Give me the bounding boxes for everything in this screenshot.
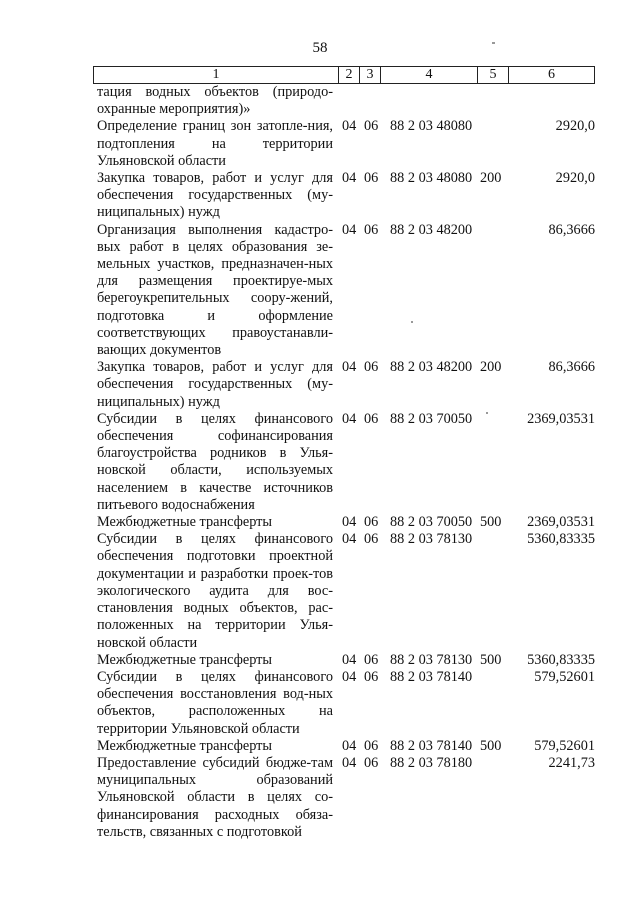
scan-speck bbox=[486, 412, 488, 414]
row-target-code: 88 2 03 78130 bbox=[390, 651, 473, 668]
row-subsection: 06 bbox=[364, 737, 379, 754]
row-subsection: 06 bbox=[364, 359, 379, 376]
table-row bbox=[0, 170, 640, 222]
row-expense-type: 200 bbox=[480, 359, 502, 376]
row-expense-type: 500 bbox=[480, 651, 502, 668]
row-section: 04 bbox=[342, 754, 357, 771]
row-description: Субсидии в целях финансового обеспечения подготовки проектной документации и разработки проек-тов экологического аудита для вос-становления водных объектов, рас-положенных на территории Улья-новской области bbox=[97, 531, 333, 651]
row-target-code: 88 2 03 70050 bbox=[390, 514, 473, 531]
row-subsection: 06 bbox=[364, 514, 379, 531]
row-section: 04 bbox=[342, 221, 357, 238]
table-row bbox=[0, 755, 640, 841]
row-target-code: 88 2 03 78180 bbox=[390, 754, 473, 771]
row-section: 04 bbox=[342, 668, 357, 685]
row-subsection: 06 bbox=[364, 410, 379, 427]
scan-speck bbox=[411, 321, 413, 323]
row-description: Закупка товаров, работ и услуг для обеспечения государственных (му-ниципальных) нужд bbox=[97, 359, 333, 410]
row-description: Организация выполнения кадастро-вых работ в целях образования зе-мельных участков, предназначен-ных для размещения проектируе-мых берегоукрепительных соору-жений, подготовка и оформление соответствующих правоустанавли-вающих документов bbox=[97, 221, 333, 359]
column-header-5: 5 bbox=[478, 67, 509, 84]
row-amount: 86,3666 bbox=[548, 221, 595, 238]
row-target-code: 88 2 03 78140 bbox=[390, 737, 473, 754]
table-row bbox=[0, 514, 640, 531]
row-description: Предоставление субсидий бюдже-там муниципальных образований Ульяновской области в целях со-финансирования расходных обяза-тельств, связанных с подготовкой bbox=[97, 754, 333, 840]
row-section: 04 bbox=[342, 359, 357, 376]
row-amount: 5360,83335 bbox=[527, 651, 595, 668]
table-row bbox=[0, 738, 640, 755]
row-section: 04 bbox=[342, 410, 357, 427]
row-section: 04 bbox=[342, 118, 357, 135]
column-header-4: 4 bbox=[381, 67, 478, 84]
row-section: 04 bbox=[342, 170, 357, 187]
scan-speck bbox=[492, 42, 495, 44]
table-body bbox=[0, 84, 640, 841]
column-header-2: 2 bbox=[339, 67, 360, 84]
row-target-code: 88 2 03 78140 bbox=[390, 668, 473, 685]
row-subsection: 06 bbox=[364, 170, 379, 187]
row-description: Закупка товаров, работ и услуг для обеспечения государственных (му-ниципальных) нужд bbox=[97, 170, 333, 221]
row-target-code: 88 2 03 48080 bbox=[390, 118, 473, 135]
row-amount: 579,52601 bbox=[534, 668, 595, 685]
row-amount: 2920,0 bbox=[555, 170, 595, 187]
table-row bbox=[0, 359, 640, 411]
row-subsection: 06 bbox=[364, 754, 379, 771]
row-target-code: 88 2 03 70050 bbox=[390, 410, 473, 427]
row-amount: 86,3666 bbox=[548, 359, 595, 376]
column-header-1: 1 bbox=[94, 67, 339, 84]
column-header-row bbox=[93, 66, 595, 84]
row-expense-type: 500 bbox=[480, 737, 502, 754]
row-subsection: 06 bbox=[364, 531, 379, 548]
row-description: Субсидии в целях финансового обеспечения восстановления вод-ных объектов, расположенных на территории Ульяновской области bbox=[97, 668, 333, 737]
row-description: Межбюджетные трансферты bbox=[97, 651, 273, 668]
table-row bbox=[0, 222, 640, 360]
row-description: Межбюджетные трансферты bbox=[97, 514, 273, 531]
row-target-code: 88 2 03 48200 bbox=[390, 359, 473, 376]
table-row bbox=[0, 669, 640, 738]
column-header-6: 6 bbox=[509, 67, 595, 84]
row-expense-type: 200 bbox=[480, 170, 502, 187]
row-amount: 2241,73 bbox=[548, 754, 595, 771]
row-section: 04 bbox=[342, 514, 357, 531]
table-row bbox=[0, 652, 640, 669]
row-section: 04 bbox=[342, 737, 357, 754]
row-section: 04 bbox=[342, 651, 357, 668]
row-subsection: 06 bbox=[364, 651, 379, 668]
table-row bbox=[0, 531, 640, 651]
row-amount: 5360,83335 bbox=[527, 531, 595, 548]
row-target-code: 88 2 03 48200 bbox=[390, 221, 473, 238]
row-subsection: 06 bbox=[364, 118, 379, 135]
row-amount: 2369,03531 bbox=[527, 514, 595, 531]
row-description: Субсидии в целях финансового обеспечения софинансирования благоустройства родников в Улья-новской области, используемых населением в качестве источников питьевого водоснабжения bbox=[97, 410, 333, 513]
row-amount: 2369,03531 bbox=[527, 410, 595, 427]
row-description: Межбюджетные трансферты bbox=[97, 737, 273, 754]
row-amount: 579,52601 bbox=[534, 737, 595, 754]
row-target-code: 88 2 03 78130 bbox=[390, 531, 473, 548]
row-subsection: 06 bbox=[364, 221, 379, 238]
table-row bbox=[0, 118, 640, 170]
row-section: 04 bbox=[342, 531, 357, 548]
row-amount: 2920,0 bbox=[555, 118, 595, 135]
row-subsection: 06 bbox=[364, 668, 379, 685]
row-description: Определение границ зон затопле-ния, подтопления на территории Ульяновской области bbox=[97, 118, 333, 169]
column-header-3: 3 bbox=[360, 67, 381, 84]
table-row bbox=[0, 411, 640, 514]
row-expense-type: 500 bbox=[480, 514, 502, 531]
row-description: тация водных объектов (природо-охранные мероприятия)» bbox=[97, 84, 333, 118]
row-target-code: 88 2 03 48080 bbox=[390, 170, 473, 187]
page-number: 58 bbox=[312, 40, 328, 56]
table-row bbox=[0, 84, 640, 118]
